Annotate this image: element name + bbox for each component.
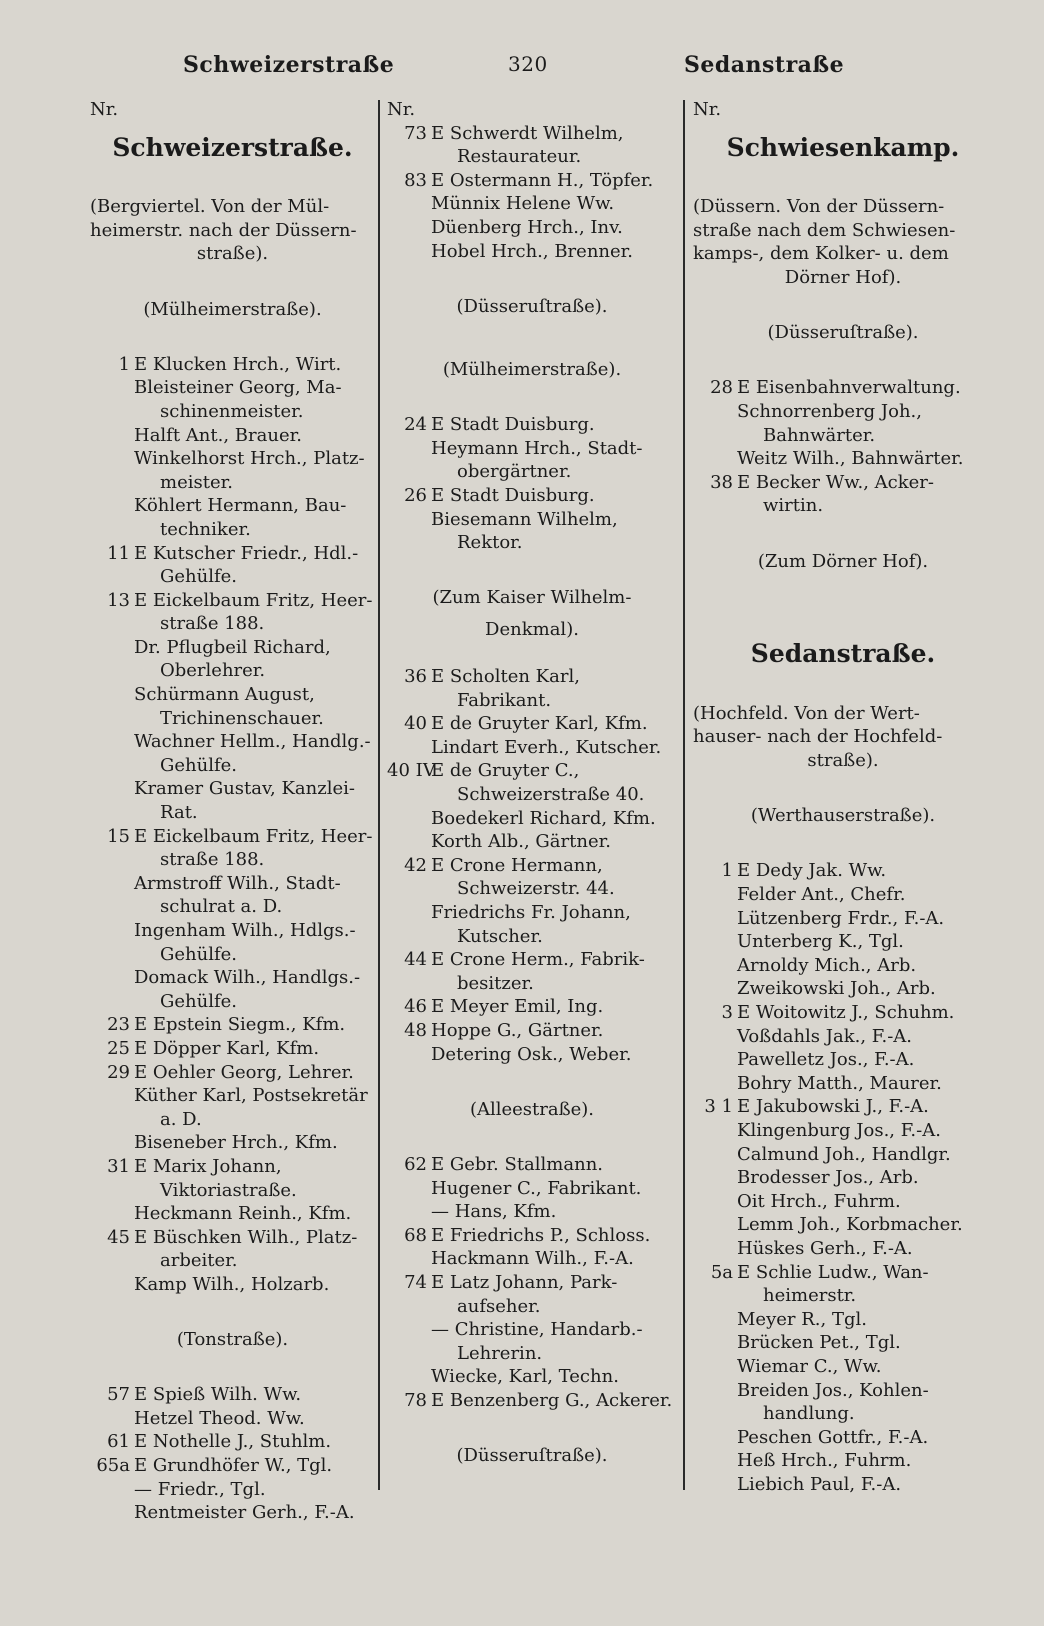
resident-text: E Scholten Karl, [431, 666, 580, 688]
resident-line: Biesemann Wilhelm, [431, 508, 618, 530]
house-entry [387, 1389, 677, 1413]
house-number: 40 [404, 713, 427, 735]
resident-text: E Dedy Jak. Ww. [737, 860, 887, 882]
resident-continuation: obergärtner. [457, 461, 572, 483]
resident-continuation: Fabrikant. [457, 689, 552, 711]
house-entry [387, 413, 677, 437]
resident-line: Peschen Gottfr., F.-A. [737, 1426, 929, 1448]
spacer [693, 353, 993, 377]
spacer [693, 290, 993, 314]
house-entry [693, 471, 993, 495]
house-number: 83 [404, 169, 427, 191]
street-description: Dörner Hof). [784, 266, 902, 288]
cross-street-heading: (Düsseruſtraße). [767, 322, 919, 344]
resident-continuation: techniker. [160, 518, 251, 540]
resident-text: E Becker Ww., Acker- [737, 471, 934, 493]
resident-text: E Eickelbaum Fritz, Heer- [134, 589, 373, 611]
resident-line: Meyer R., Tgl. [737, 1308, 867, 1330]
house-number: 45 [107, 1226, 130, 1248]
resident-line: Wiecke, Karl, Techn. [431, 1366, 619, 1388]
house-number: 46 [404, 996, 427, 1018]
resident-line: — Hans, Kfm. [431, 1201, 557, 1223]
resident-continuation: Rat. [160, 802, 198, 824]
house-entry [387, 665, 677, 689]
house-entry [90, 1454, 375, 1478]
resident-line: Heckmann Reinh., Kfm. [134, 1203, 352, 1225]
house-entry [387, 169, 677, 193]
street-description: straße nach dem Schwiesen- [693, 219, 956, 241]
resident-continuation: Gehülfe. [160, 566, 238, 588]
resident-line: Dr. Pflugbeil Richard, [134, 636, 331, 658]
resident-text: E Stadt Duisburg. [431, 484, 595, 506]
resident-text: E Büschken Wilh., Platz- [134, 1226, 358, 1248]
cross-street-heading: (Mülheimerstraße). [143, 298, 322, 320]
house-number: 25 [107, 1037, 130, 1059]
resident-text: E Döpper Karl, Kfm. [134, 1037, 320, 1059]
resident-line: Köhlert Hermann, Bau- [134, 495, 347, 517]
resident-line: Domack Wilh., Handlgs.- [134, 967, 361, 989]
spacer [693, 678, 993, 702]
resident-line: Biseneber Hrch., Kfm. [134, 1132, 338, 1154]
resident-text: E Gebr. Stallmann. [431, 1153, 604, 1175]
resident-text: E Woitowitz J., Schuhm. [737, 1002, 955, 1023]
resident-line: Kamp Wilh., Holzarb. [134, 1273, 330, 1295]
resident-text: E Crone Herm., Fabrik- [431, 949, 645, 971]
resident-text: E Friedrichs P., Schloss. [431, 1224, 651, 1246]
spacer [90, 1360, 375, 1384]
street-title: Schweizerstraße. [112, 132, 353, 162]
resident-continuation: heimerstr. [763, 1285, 857, 1307]
house-number: 3 1 [704, 1096, 733, 1118]
cross-street-heading: (Tonstraße). [176, 1329, 289, 1351]
house-entry [90, 1226, 375, 1250]
resident-line: Rentmeister Gerh., F.-A. [134, 1502, 355, 1524]
resident-continuation: straße 188. [160, 613, 265, 635]
cross-street-heading: (Mülheimerstraße). [442, 358, 622, 380]
resident-continuation: straße 188. [160, 849, 265, 871]
resident-continuation: schinenmeister. [160, 400, 304, 422]
house-entry [90, 1430, 375, 1454]
spacer [387, 326, 677, 350]
resident-line: Breiden Jos., Kohlen- [737, 1379, 929, 1401]
resident-continuation: Rektor. [457, 532, 523, 554]
street-description: hauser- nach der Hochfeld- [693, 726, 943, 748]
street-description: (Hochfeld. Von der Wert- [693, 702, 920, 724]
cross-street-heading: (Alleestraße). [469, 1098, 595, 1120]
house-entry [387, 712, 677, 736]
resident-line: — Friedr., Tgl. [134, 1478, 266, 1500]
house-entry [387, 1271, 677, 1295]
spacer [90, 1297, 375, 1321]
page-number: 320 [508, 52, 548, 76]
house-entry [387, 1153, 677, 1177]
cross-street-heading: (Werthauserstraße). [750, 805, 936, 827]
resident-line: Klingenburg Jos., F.-A. [737, 1119, 941, 1141]
house-entry [387, 948, 677, 972]
column-number-header: Nr. [90, 99, 119, 120]
resident-line: Calmund Joh., Handlgr. [737, 1143, 951, 1165]
resident-line: Münnix Helene Ww. [431, 193, 615, 215]
resident-continuation: Gehülfe. [160, 990, 238, 1012]
resident-text: E de Gruyter Karl, Kfm. [431, 713, 648, 735]
spacer [90, 329, 375, 353]
house-number: 13 [107, 589, 130, 611]
house-entry [387, 1019, 677, 1043]
resident-text: Hoppe G., Gärtner. [431, 1019, 604, 1041]
resident-continuation: Schweizerstr. 44. [457, 878, 615, 900]
resident-continuation: Schweizerstraße 40. [457, 784, 645, 806]
resident-line: Felder Ant., Chefr. [737, 884, 906, 906]
house-number: 48 [404, 1019, 427, 1041]
resident-line: Brodesser Jos., Arb. [737, 1167, 919, 1189]
resident-continuation: wirtin. [763, 495, 824, 517]
resident-continuation: besitzer. [457, 972, 534, 994]
street-description: (Düssern. Von der Düssern- [693, 196, 945, 218]
resident-line: Wachner Hellm., Handlg.- [134, 731, 371, 753]
street-description: straße). [807, 750, 879, 772]
resident-continuation: Kutscher. [457, 925, 543, 947]
spacer [387, 1412, 677, 1436]
house-number: 42 [404, 854, 427, 876]
resident-line: Korth Alb., Gärtner. [431, 831, 611, 853]
spacer [387, 555, 677, 579]
resident-line: — Christine, Handarb.- [431, 1319, 643, 1341]
cross-street-heading: (Düsseruſtraße). [456, 1445, 608, 1467]
resident-continuation: Bahnwärter. [763, 424, 876, 446]
resident-text: E Jakubowski J., F.-A. [737, 1096, 929, 1118]
resident-text: E Eickelbaum Fritz, Heer- [134, 825, 373, 847]
resident-text: E Kutscher Friedr., Hdl.- [134, 542, 359, 564]
resident-line: Kramer Gustav, Kanzlei- [134, 778, 355, 800]
house-number: 57 [107, 1384, 130, 1406]
resident-continuation: aufseher. [457, 1295, 541, 1317]
column-3 [693, 98, 993, 1496]
resident-text: E Nothelle J., Stuhlm. [134, 1431, 332, 1453]
resident-text: E Latz Johann, Park- [431, 1271, 618, 1293]
resident-line: Arnoldy Mich., Arb. [737, 954, 917, 976]
house-number: 61 [107, 1431, 130, 1453]
resident-line: Voßdahls Jak., F.-A. [737, 1025, 912, 1047]
resident-text: E Klucken Hrch., Wirt. [134, 353, 342, 375]
house-entry [90, 1061, 375, 1085]
resident-line: Wiemar C., Ww. [737, 1355, 882, 1377]
house-number: 74 [404, 1271, 427, 1293]
spacer [387, 263, 677, 287]
resident-line: Boedekerl Richard, Kfm. [431, 807, 656, 829]
resident-continuation: Trichinenschauer. [160, 707, 324, 729]
resident-line: Hobel Hrch., Brenner. [431, 240, 633, 262]
resident-line: Armstroff Wilh., Stadt- [134, 872, 341, 894]
spacer [693, 518, 993, 542]
resident-continuation: handlung. [763, 1403, 855, 1425]
resident-text: E Epstein Siegm., Kfm. [134, 1014, 346, 1036]
cross-street-heading: (Zum Dörner Hof). [757, 550, 929, 572]
street-title: Schwiesenkamp. [726, 132, 960, 162]
cross-street-heading: (Düsseruſtraße). [456, 295, 608, 317]
column-number-header: Nr. [693, 99, 722, 120]
house-number: 5a [710, 1261, 733, 1283]
resident-line: Oit Hrch., Fuhrm. [737, 1190, 901, 1212]
resident-continuation: Gehülfe. [160, 754, 238, 776]
spacer [693, 581, 993, 605]
spacer [693, 605, 993, 629]
house-number: 1 [118, 353, 130, 375]
resident-line: Lemm Joh., Korbmacher. [737, 1214, 963, 1236]
column-divider-2 [683, 100, 685, 1490]
street-description: straße). [196, 243, 269, 265]
resident-text: E Crone Hermann, [431, 854, 603, 876]
house-entry [90, 1037, 375, 1061]
column-2 [387, 98, 677, 1476]
resident-text: E Meyer Emil, Ing. [431, 996, 604, 1018]
house-entry [693, 376, 993, 400]
spacer [693, 172, 993, 196]
spacer [90, 266, 375, 290]
resident-continuation: arbeiter. [160, 1250, 238, 1272]
street-description: heimerstr. nach der Düssern- [90, 219, 357, 241]
resident-text: E Spieß Wilh. Ww. [134, 1384, 302, 1406]
cross-street-heading: (Zum Kaiser Wilhelm- [432, 587, 632, 609]
house-number: 1 [721, 860, 733, 882]
house-entry [693, 1095, 993, 1119]
spacer [387, 641, 677, 665]
header-right-street: Sedanstraße [684, 52, 845, 78]
house-number: 23 [107, 1014, 130, 1036]
spacer [387, 390, 677, 414]
house-number: 24 [404, 414, 427, 436]
resident-continuation: Restaurateur. [457, 146, 582, 168]
resident-line: Düenberg Hrch., Inv. [431, 216, 623, 238]
house-number: 29 [107, 1061, 130, 1083]
house-entry [387, 759, 677, 783]
resident-line: Heymann Hrch., Stadt- [431, 437, 643, 459]
house-number: 3 [721, 1002, 733, 1023]
resident-text: E Schlie Ludw., Wan- [737, 1261, 929, 1283]
house-number: 65a [96, 1455, 130, 1477]
resident-text: E Eisenbahnverwaltung. [737, 377, 961, 399]
house-number: 44 [404, 949, 427, 971]
house-entry [90, 353, 375, 377]
resident-continuation: a. D. [160, 1108, 202, 1130]
house-entry [90, 589, 375, 613]
house-number: 78 [404, 1389, 427, 1411]
resident-line: Zweikowski Joh., Arb. [737, 978, 936, 1000]
page-header [0, 52, 1044, 82]
spacer [693, 773, 993, 797]
resident-line: Schnorrenberg Joh., [737, 400, 923, 422]
resident-line: Lützenberg Frdr., F.-A. [737, 907, 945, 929]
house-number: 26 [404, 484, 427, 506]
house-entry [387, 995, 677, 1019]
resident-text: E Stadt Duisburg. [431, 414, 595, 436]
spacer [90, 172, 375, 196]
resident-line: Bohry Matth., Maurer. [737, 1072, 942, 1094]
resident-continuation: meister. [160, 471, 233, 493]
house-number: 36 [404, 666, 427, 688]
house-entry [90, 825, 375, 849]
resident-text: E Schwerdt Wilhelm, [431, 122, 624, 144]
resident-continuation: Lehrerin. [457, 1342, 543, 1364]
resident-continuation: Gehülfe. [160, 943, 238, 965]
house-number: 31 [107, 1155, 130, 1177]
house-entry [387, 854, 677, 878]
resident-text: E de Gruyter C., [431, 760, 580, 782]
resident-line: Heß Hrch., Fuhrm. [737, 1450, 912, 1472]
spacer [693, 836, 993, 860]
resident-text: E Marix Johann, [134, 1155, 282, 1177]
resident-line: Küther Karl, Postsekretär [134, 1085, 368, 1107]
resident-text: E Grundhöfer W., Tgl. [134, 1455, 333, 1477]
street-title: Sedanstraße. [750, 639, 936, 669]
house-number: 15 [107, 825, 130, 847]
resident-line: Detering Osk., Weber. [431, 1043, 632, 1065]
resident-line: Bleisteiner Georg, Ma- [134, 377, 342, 399]
house-number: 62 [404, 1153, 427, 1175]
header-left-street: Schweizerstraße [183, 52, 395, 78]
resident-continuation: Viktoriastraße. [160, 1179, 297, 1201]
street-description: (Bergviertel. Von der Mül- [90, 196, 330, 218]
spacer [387, 1129, 677, 1153]
house-number: 28 [710, 377, 733, 399]
house-entry [387, 1224, 677, 1248]
resident-text: E Oehler Georg, Lehrer. [134, 1061, 354, 1083]
spacer [387, 1066, 677, 1090]
resident-line: Pawelletz Jos., F.-A. [737, 1049, 915, 1071]
house-entry [387, 122, 677, 146]
resident-text: E Benzenberg G., Ackerer. [431, 1389, 673, 1411]
house-entry [90, 1155, 375, 1179]
resident-continuation: schulrat a. D. [160, 896, 283, 918]
house-entry [693, 1001, 993, 1025]
resident-line: Halft Ant., Brauer. [134, 424, 302, 446]
resident-line: Liebich Paul, F.-A. [737, 1473, 902, 1495]
house-entry [693, 1261, 993, 1285]
resident-line: Brücken Pet., Tgl. [737, 1332, 901, 1354]
house-entry [90, 1383, 375, 1407]
house-number: 38 [710, 471, 733, 493]
resident-line: Weitz Wilh., Bahnwärter. [737, 448, 964, 470]
resident-text: E Ostermann H., Töpfer. [431, 169, 654, 191]
resident-line: Hetzel Theod. Ww. [134, 1407, 305, 1429]
column-number-header: Nr. [387, 99, 416, 120]
house-entry [387, 484, 677, 508]
resident-line: Schürmann August, [134, 684, 315, 706]
resident-line: Hugener C., Fabrikant. [431, 1177, 642, 1199]
house-entry [693, 859, 993, 883]
street-description: kamps-, dem Kolker- u. dem [693, 243, 949, 265]
resident-line: Hackmann Wilh., F.-A. [431, 1248, 634, 1270]
street-description: Denkmal). [485, 618, 579, 640]
house-number: 68 [404, 1224, 427, 1246]
house-number: 73 [404, 122, 427, 144]
resident-line: Winkelhorst Hrch., Platz- [134, 448, 365, 470]
house-entry [90, 1013, 375, 1037]
house-number: 40 IV [387, 760, 436, 782]
house-number: 11 [107, 542, 130, 564]
resident-line: Hüskes Gerh., F.-A. [737, 1237, 913, 1259]
column-1 [90, 98, 375, 1525]
resident-line: Lindart Everh., Kutscher. [431, 736, 662, 758]
resident-line: Ingenham Wilh., Hdlgs.- [134, 920, 356, 941]
resident-continuation: Oberlehrer. [160, 660, 266, 682]
resident-line: Unterberg K., Tgl. [737, 931, 904, 953]
column-divider-1 [378, 100, 380, 1490]
house-entry [90, 542, 375, 566]
resident-line: Friedrichs Fr. Johann, [431, 902, 631, 923]
